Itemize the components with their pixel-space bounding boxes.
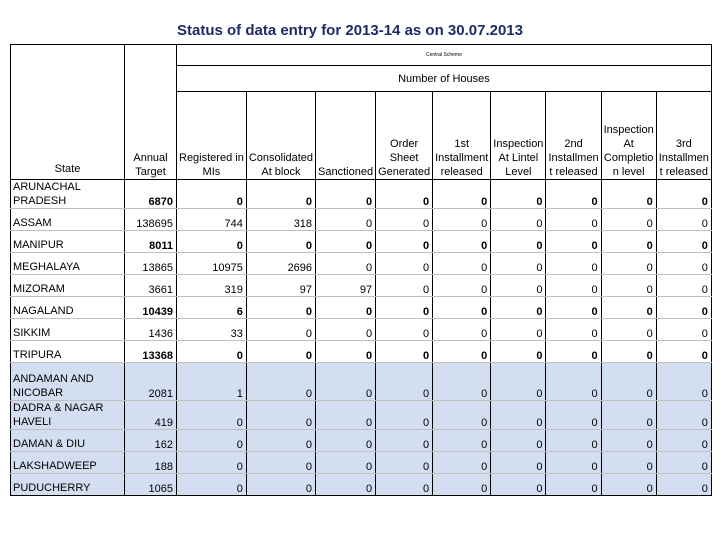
- value-cell: 0: [316, 297, 376, 319]
- header-line: released: [440, 166, 483, 178]
- value-cell: 0: [656, 253, 711, 275]
- state-name-cell: LAKSHADWEEP: [11, 452, 125, 474]
- value-cell: 0: [376, 180, 433, 209]
- state-name-cell: ARUNACHAL PRADESH: [11, 180, 125, 209]
- table-row: [11, 180, 712, 209]
- value-cell: 0: [601, 452, 656, 474]
- inspection-at-lintel-level-header: [491, 92, 546, 180]
- value-cell: 0: [546, 231, 601, 253]
- header-line: Installment: [435, 152, 489, 164]
- value-cell: 0: [546, 297, 601, 319]
- value-cell: 0: [546, 363, 601, 401]
- header-line: At: [623, 138, 634, 150]
- state-name-cell: ANDAMAN AND NICOBAR: [11, 363, 125, 401]
- value-cell: 0: [246, 430, 315, 452]
- page-title: Status of data entry for 2013-14 as on 30.07.2013: [177, 22, 523, 39]
- value-cell: 0: [601, 474, 656, 496]
- value-cell: 97: [316, 275, 376, 297]
- value-cell: 0: [546, 474, 601, 496]
- value-cell: 0: [376, 430, 433, 452]
- header-line: 3rd: [675, 138, 692, 150]
- value-cell: 0: [433, 180, 491, 209]
- value-cell: 0: [316, 253, 376, 275]
- value-cell: 13368: [125, 341, 177, 363]
- value-cell: 188: [125, 452, 177, 474]
- header-line: 1st: [454, 138, 470, 150]
- header-line: Generated: [378, 166, 431, 178]
- value-cell: 0: [177, 341, 247, 363]
- annual-target-header: [125, 45, 177, 180]
- value-cell: 0: [246, 363, 315, 401]
- value-cell: 0: [546, 341, 601, 363]
- value-cell: 0: [656, 209, 711, 231]
- value-cell: 0: [433, 209, 491, 231]
- value-cell: 0: [316, 363, 376, 401]
- value-cell: 0: [246, 474, 315, 496]
- value-cell: 13865: [125, 253, 177, 275]
- table-body: [11, 180, 712, 496]
- value-cell: 0: [656, 341, 711, 363]
- value-cell: 419: [125, 401, 177, 430]
- value-cell: 0: [601, 180, 656, 209]
- table-row: [11, 363, 712, 401]
- value-cell: 8011: [125, 231, 177, 253]
- value-cell: 0: [601, 275, 656, 297]
- value-cell: 0: [376, 363, 433, 401]
- value-cell: 0: [246, 401, 315, 430]
- value-cell: 0: [491, 297, 546, 319]
- value-cell: 0: [601, 401, 656, 430]
- table-row: [11, 297, 712, 319]
- order-sheet-generated-header: [376, 92, 433, 180]
- value-cell: 0: [601, 231, 656, 253]
- value-cell: 0: [546, 401, 601, 430]
- value-cell: 0: [246, 319, 315, 341]
- header-line: MIs: [202, 166, 221, 178]
- value-cell: 744: [177, 209, 247, 231]
- value-cell: 0: [376, 341, 433, 363]
- value-cell: 0: [433, 474, 491, 496]
- state-name-cell: ASSAM: [11, 209, 125, 231]
- state-name-cell: NAGALAND: [11, 297, 125, 319]
- value-cell: 0: [177, 430, 247, 452]
- state-name-cell: PUDUCHERRY: [11, 474, 125, 496]
- value-cell: 162: [125, 430, 177, 452]
- value-cell: 0: [433, 319, 491, 341]
- value-cell: 0: [546, 452, 601, 474]
- value-cell: 0: [601, 297, 656, 319]
- value-cell: 0: [246, 341, 315, 363]
- header-line: Sanctioned: [318, 166, 374, 178]
- number-of-houses-header: Number of Houses: [177, 66, 712, 92]
- value-cell: 10975: [177, 253, 247, 275]
- value-cell: 0: [546, 275, 601, 297]
- value-cell: 0: [601, 209, 656, 231]
- value-cell: 2081: [125, 363, 177, 401]
- value-cell: 0: [656, 231, 711, 253]
- header-line: Annual: [133, 152, 168, 164]
- value-cell: 0: [656, 430, 711, 452]
- value-cell: 10439: [125, 297, 177, 319]
- value-cell: 318: [246, 209, 315, 231]
- value-cell: 0: [433, 401, 491, 430]
- second-installment-released-header: [546, 92, 601, 180]
- value-cell: 0: [316, 452, 376, 474]
- value-cell: 0: [316, 401, 376, 430]
- value-cell: 6: [177, 297, 247, 319]
- value-cell: 0: [656, 180, 711, 209]
- value-cell: 0: [601, 253, 656, 275]
- value-cell: 0: [376, 209, 433, 231]
- value-cell: 3661: [125, 275, 177, 297]
- value-cell: 0: [376, 452, 433, 474]
- value-cell: 0: [177, 452, 247, 474]
- value-cell: 0: [491, 452, 546, 474]
- value-cell: 0: [433, 297, 491, 319]
- value-cell: 0: [316, 430, 376, 452]
- value-cell: 319: [177, 275, 247, 297]
- value-cell: 0: [491, 209, 546, 231]
- value-cell: 0: [246, 180, 315, 209]
- value-cell: 0: [316, 319, 376, 341]
- value-cell: 0: [316, 474, 376, 496]
- value-cell: 0: [601, 341, 656, 363]
- header-line: Installmen: [548, 152, 599, 164]
- value-cell: 0: [546, 209, 601, 231]
- value-cell: 1065: [125, 474, 177, 496]
- table-row: [11, 452, 712, 474]
- data-entry-status-table: [10, 44, 712, 496]
- table-row: [11, 401, 712, 430]
- value-cell: 0: [246, 231, 315, 253]
- value-cell: 0: [491, 231, 546, 253]
- table-row: [11, 209, 712, 231]
- value-cell: 0: [656, 363, 711, 401]
- value-cell: 0: [376, 297, 433, 319]
- inspection-at-completion-level-header: [601, 92, 656, 180]
- value-cell: 0: [177, 180, 247, 209]
- header-line: t released: [549, 166, 598, 178]
- value-cell: 0: [656, 297, 711, 319]
- first-installment-released-header: [433, 92, 491, 180]
- value-cell: 0: [177, 401, 247, 430]
- table-row: [11, 430, 712, 452]
- header-line: Sheet: [389, 152, 419, 164]
- table-row: [11, 253, 712, 275]
- value-cell: 0: [433, 430, 491, 452]
- value-cell: 0: [376, 319, 433, 341]
- header-line: Level: [505, 166, 532, 178]
- value-cell: 0: [491, 430, 546, 452]
- header-line: Completio: [603, 152, 654, 164]
- value-cell: 0: [601, 319, 656, 341]
- value-cell: 0: [433, 363, 491, 401]
- value-cell: 0: [376, 474, 433, 496]
- value-cell: 0: [433, 341, 491, 363]
- header-line: Registered in: [179, 152, 244, 164]
- value-cell: 0: [656, 474, 711, 496]
- value-cell: 138695: [125, 209, 177, 231]
- value-cell: 0: [656, 452, 711, 474]
- value-cell: 0: [546, 430, 601, 452]
- state-name-cell: TRIPURA: [11, 341, 125, 363]
- header-line: At Lintel: [498, 152, 539, 164]
- sanctioned-header: [316, 92, 376, 180]
- value-cell: 97: [246, 275, 315, 297]
- value-cell: 0: [433, 231, 491, 253]
- value-cell: 0: [491, 341, 546, 363]
- value-cell: 0: [433, 253, 491, 275]
- header-line: Order: [390, 138, 419, 150]
- value-cell: 0: [656, 275, 711, 297]
- header-line: t released: [659, 166, 708, 178]
- value-cell: 0: [376, 231, 433, 253]
- header-line: Installmen: [658, 152, 709, 164]
- state-name-cell: MIZORAM: [11, 275, 125, 297]
- third-installment-released-header: [656, 92, 711, 180]
- table-row: [11, 231, 712, 253]
- value-cell: 0: [491, 319, 546, 341]
- value-cell: 0: [601, 430, 656, 452]
- value-cell: 0: [433, 275, 491, 297]
- value-cell: 0: [491, 253, 546, 275]
- table-row: [11, 319, 712, 341]
- value-cell: 0: [246, 297, 315, 319]
- header-line: Inspection: [603, 124, 654, 136]
- value-cell: 0: [316, 341, 376, 363]
- value-cell: 0: [316, 209, 376, 231]
- value-cell: 0: [656, 319, 711, 341]
- header-line: n level: [612, 166, 645, 178]
- value-cell: 0: [546, 180, 601, 209]
- state-name-cell: MANIPUR: [11, 231, 125, 253]
- header-line: 2nd: [564, 138, 583, 150]
- table-row: [11, 474, 712, 496]
- table-row: [11, 341, 712, 363]
- state-name-cell: SIKKIM: [11, 319, 125, 341]
- table-row: [11, 275, 712, 297]
- consolidated-at-block-header: [246, 92, 315, 180]
- value-cell: 2696: [246, 253, 315, 275]
- value-cell: 0: [546, 253, 601, 275]
- value-cell: 0: [177, 231, 247, 253]
- value-cell: 0: [601, 363, 656, 401]
- value-cell: 0: [376, 275, 433, 297]
- value-cell: 0: [316, 231, 376, 253]
- state-name-cell: DADRA & NAGAR HAVELI: [11, 401, 125, 430]
- value-cell: 0: [491, 363, 546, 401]
- value-cell: 0: [546, 319, 601, 341]
- header-line: Target: [135, 166, 166, 178]
- scheme-label: Central Scheme: [177, 45, 712, 66]
- value-cell: 0: [656, 401, 711, 430]
- value-cell: 0: [376, 253, 433, 275]
- state-name-cell: DAMAN & DIU: [11, 430, 125, 452]
- header-line: At block: [261, 166, 301, 178]
- state-name-cell: MEGHALAYA: [11, 253, 125, 275]
- value-cell: 0: [491, 180, 546, 209]
- value-cell: 1: [177, 363, 247, 401]
- header-line: Consolidated: [248, 152, 314, 164]
- value-cell: 0: [491, 401, 546, 430]
- value-cell: 0: [177, 474, 247, 496]
- value-cell: 0: [246, 452, 315, 474]
- value-cell: 1436: [125, 319, 177, 341]
- header-line: Inspection: [493, 138, 544, 150]
- value-cell: 0: [433, 452, 491, 474]
- value-cell: 0: [491, 474, 546, 496]
- value-cell: 0: [491, 275, 546, 297]
- state-column-header: State: [11, 45, 125, 180]
- value-cell: 6870: [125, 180, 177, 209]
- value-cell: 0: [316, 180, 376, 209]
- value-cell: 0: [376, 401, 433, 430]
- registered-in-mis-header: [177, 92, 247, 180]
- value-cell: 33: [177, 319, 247, 341]
